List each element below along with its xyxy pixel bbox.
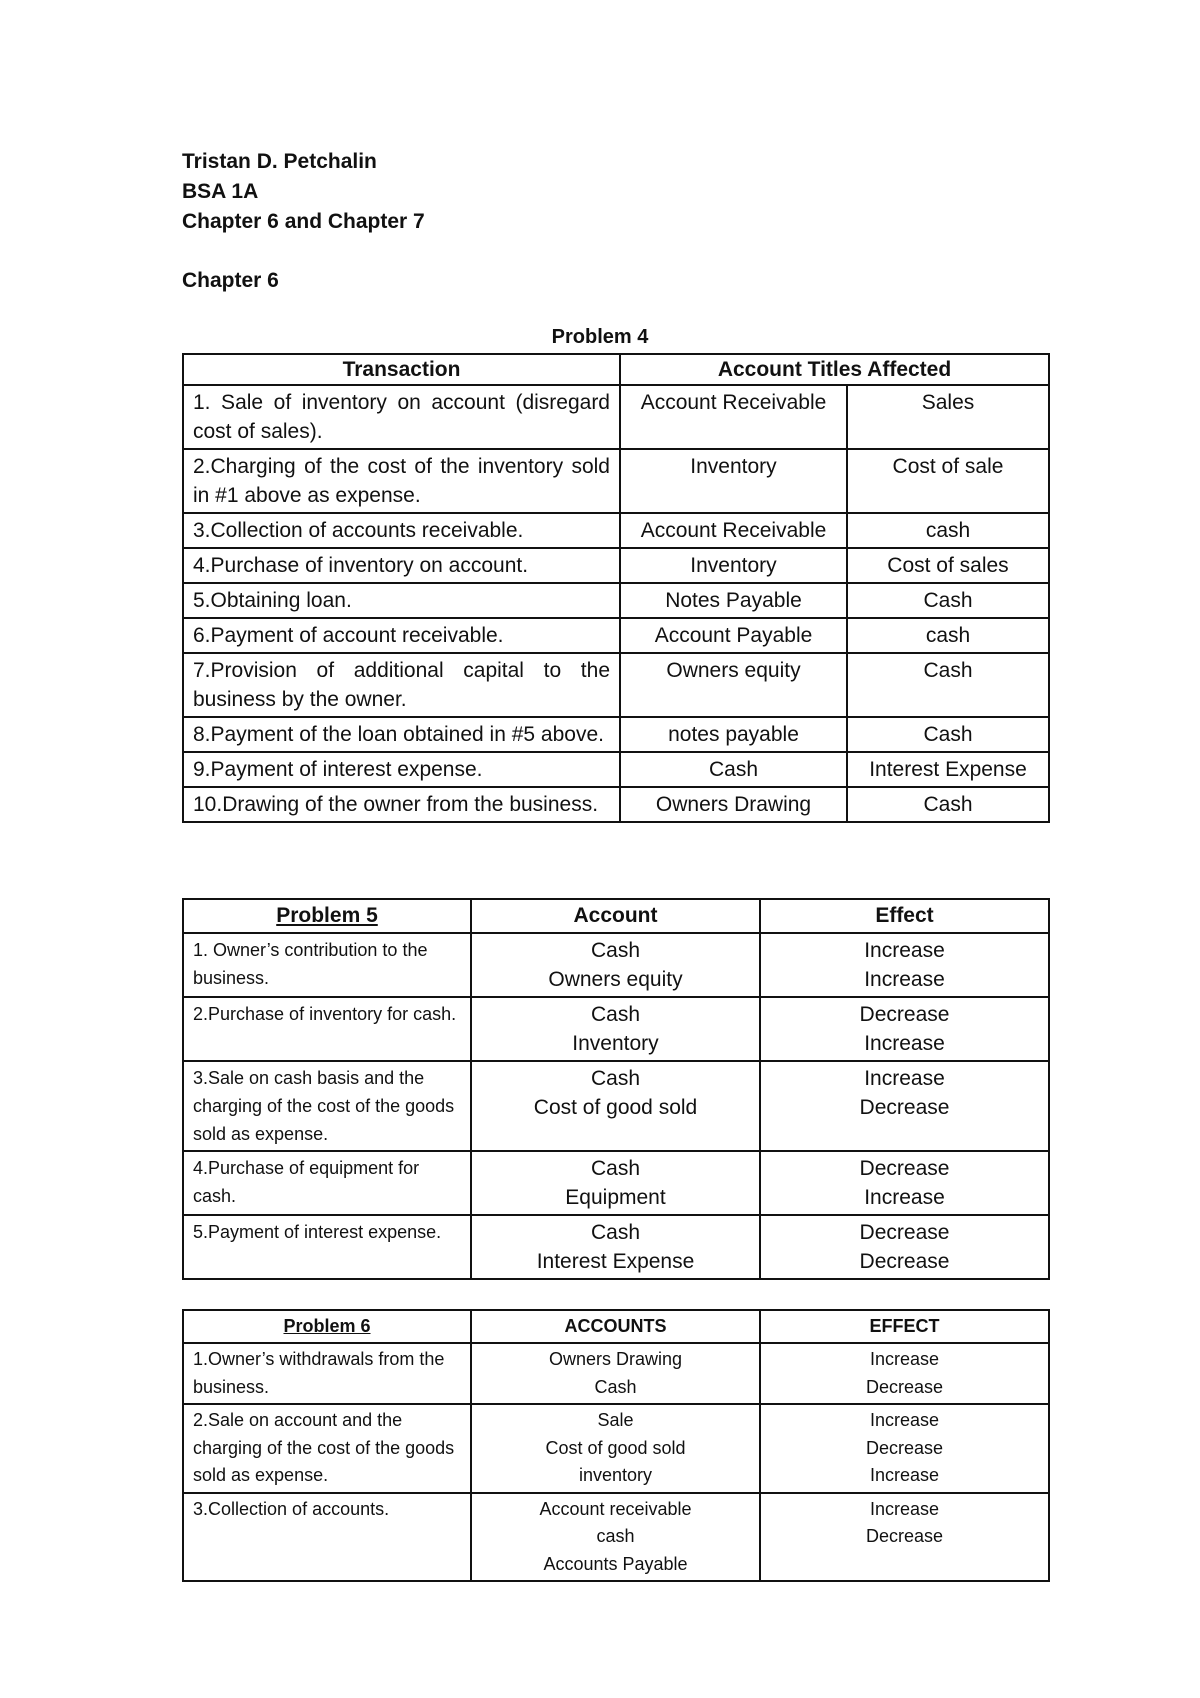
problem5-title: Problem 5 — [183, 899, 471, 933]
problem6-table — [182, 1309, 1050, 1582]
column-header-accounts: ACCOUNTS — [471, 1310, 760, 1343]
column-header-account-titles: Account Titles Affected — [620, 354, 1049, 385]
account-title-cell: Cash — [620, 752, 847, 787]
account-line: Interest Expense — [536, 1250, 695, 1273]
student-section: BSA 1A — [182, 180, 259, 203]
effect-line: Increase — [864, 939, 945, 962]
effect-line: Decrease — [865, 1437, 944, 1458]
column-header-effect: Effect — [760, 899, 1049, 933]
effect-cell — [760, 1151, 1049, 1215]
effect-line: Decrease — [859, 1003, 950, 1026]
effect-line: Decrease — [865, 1376, 944, 1397]
column-header-transaction: Transaction — [183, 354, 620, 385]
effect-line: Increase — [869, 1465, 940, 1485]
account-title-cell: Owners Drawing — [620, 787, 847, 822]
table-row — [183, 548, 1049, 583]
effect-line: Increase — [869, 1498, 940, 1519]
table-row — [183, 1343, 1049, 1404]
account-line: Cash — [590, 1221, 641, 1244]
account-line: inventory — [578, 1465, 653, 1485]
account-title-cell: cash — [847, 618, 1049, 653]
table-row — [183, 618, 1049, 653]
problem4-title: Problem 4 — [551, 326, 649, 348]
transaction-cell: 4.Purchase of inventory on account. — [183, 548, 620, 583]
transaction-cell: 2.Charging of the cost of the inventory sold in #1 above as expense. — [183, 449, 620, 513]
account-title-cell: Cash — [847, 653, 1049, 717]
effect-line: Decrease — [859, 1096, 950, 1119]
effect-cell — [760, 1343, 1049, 1404]
effect-line: Increase — [869, 1349, 940, 1369]
account-title-cell: Inventory — [620, 548, 847, 583]
effect-line: Increase — [864, 968, 945, 991]
effect-line: Increase — [869, 1410, 940, 1430]
table-row — [183, 933, 1049, 997]
account-line: Sale — [597, 1410, 634, 1430]
account-title-cell: Cash — [847, 717, 1049, 752]
account-title-cell: Owners equity — [620, 653, 847, 717]
effect-line: Increase — [864, 1186, 945, 1209]
account-line: Cash — [590, 939, 641, 962]
account-line: Cash — [594, 1376, 637, 1397]
account-line: Inventory — [572, 1032, 659, 1055]
account-line: Cost of good sold — [533, 1096, 698, 1119]
problem4-table — [182, 353, 1050, 823]
account-line: Cash — [590, 1157, 641, 1180]
effect-cell — [760, 1061, 1049, 1151]
account-title-cell: Inventory — [620, 449, 847, 513]
account-title-cell: notes payable — [620, 717, 847, 752]
effect-cell — [760, 933, 1049, 997]
transaction-cell: 1. Owner’s contribution to the business. — [183, 933, 471, 997]
transaction-cell: 9.Payment of interest expense. — [183, 752, 620, 787]
table-row — [183, 1404, 1049, 1493]
account-cell — [471, 1061, 760, 1151]
account-cell — [471, 1215, 760, 1279]
table-row — [183, 653, 1049, 717]
effect-cell — [760, 1404, 1049, 1493]
account-title-cell: Account Receivable — [620, 513, 847, 548]
effect-line: Increase — [864, 1032, 945, 1055]
account-title-cell: Sales — [847, 385, 1049, 449]
account-line: Owners Drawing — [548, 1349, 683, 1369]
transaction-cell: 4.Purchase of equipment for cash. — [183, 1151, 471, 1215]
table-row — [183, 1151, 1049, 1215]
account-line: Cost of good sold — [545, 1437, 686, 1458]
account-cell — [471, 1343, 760, 1404]
account-line: Cash — [590, 1067, 641, 1090]
account-title-cell: cash — [847, 513, 1049, 548]
transaction-cell: 1. Sale of inventory on account (disregard cost of sales). — [183, 385, 620, 449]
table-row — [183, 717, 1049, 752]
account-cell — [471, 1493, 760, 1582]
effect-cell — [760, 997, 1049, 1061]
table-row — [183, 1493, 1049, 1582]
transaction-cell: 2.Purchase of inventory for cash. — [183, 997, 471, 1061]
transaction-cell: 3.Collection of accounts receivable. — [183, 513, 620, 548]
table-header-row — [183, 354, 1049, 385]
table-row — [183, 449, 1049, 513]
account-title-cell: Account Payable — [620, 618, 847, 653]
column-header-effect: EFFECT — [760, 1310, 1049, 1343]
account-title-cell: Account Receivable — [620, 385, 847, 449]
table-row — [183, 583, 1049, 618]
transaction-cell: 3.Sale on cash basis and the charging of the cost of the goods sold as expense. — [183, 1061, 471, 1151]
account-title-cell: Cash — [847, 787, 1049, 822]
transaction-cell: 8.Payment of the loan obtained in #5 above. — [183, 717, 620, 752]
effect-line: Decrease — [865, 1526, 944, 1546]
transaction-cell: 10.Drawing of the owner from the business. — [183, 787, 620, 822]
account-line: Accounts Payable — [543, 1553, 688, 1574]
account-cell — [471, 1151, 760, 1215]
effect-line: Decrease — [859, 1221, 950, 1244]
account-title-cell: Notes Payable — [620, 583, 847, 618]
column-header-account: Account — [471, 899, 760, 933]
account-line: Owners equity — [548, 968, 683, 991]
account-title-cell: Cost of sales — [847, 548, 1049, 583]
table-row — [183, 997, 1049, 1061]
chapter-heading: Chapter 6 — [182, 269, 279, 292]
table-row — [183, 752, 1049, 787]
table-row — [183, 513, 1049, 548]
table-row — [183, 385, 1049, 449]
account-line: cash — [596, 1526, 635, 1546]
account-line: Account receivable — [539, 1498, 692, 1519]
effect-cell — [760, 1215, 1049, 1279]
transaction-cell: 7.Provision of additional capital to the business by the owner. — [183, 653, 620, 717]
account-cell — [471, 997, 760, 1061]
account-title-cell: Interest Expense — [847, 752, 1049, 787]
student-name: Tristan D. Petchalin — [182, 150, 377, 173]
transaction-cell: 1.Owner’s withdrawals from the business. — [183, 1343, 471, 1404]
problem5-table — [182, 898, 1050, 1280]
table-row — [183, 1215, 1049, 1279]
problem6-title: Problem 6 — [183, 1310, 471, 1343]
effect-line: Increase — [864, 1067, 945, 1090]
table-header-row — [183, 1310, 1049, 1343]
transaction-cell: 6.Payment of account receivable. — [183, 618, 620, 653]
effect-cell — [760, 1493, 1049, 1582]
chapters-heading: Chapter 6 and Chapter 7 — [182, 210, 425, 233]
transaction-cell: 5.Payment of interest expense. — [183, 1215, 471, 1279]
effect-line: Decrease — [859, 1157, 950, 1180]
account-line: Cash — [590, 1003, 641, 1026]
account-line: Equipment — [565, 1186, 666, 1209]
account-cell — [471, 933, 760, 997]
transaction-cell: 2.Sale on account and the charging of the cost of the goods sold as expense. — [183, 1404, 471, 1493]
table-row — [183, 787, 1049, 822]
transaction-cell: 5.Obtaining loan. — [183, 583, 620, 618]
table-row — [183, 1061, 1049, 1151]
account-title-cell: Cost of sale — [847, 449, 1049, 513]
account-cell — [471, 1404, 760, 1493]
table-header-row — [183, 899, 1049, 933]
effect-line: Decrease — [859, 1250, 950, 1273]
transaction-cell: 3.Collection of accounts. — [183, 1493, 471, 1582]
account-title-cell: Cash — [847, 583, 1049, 618]
